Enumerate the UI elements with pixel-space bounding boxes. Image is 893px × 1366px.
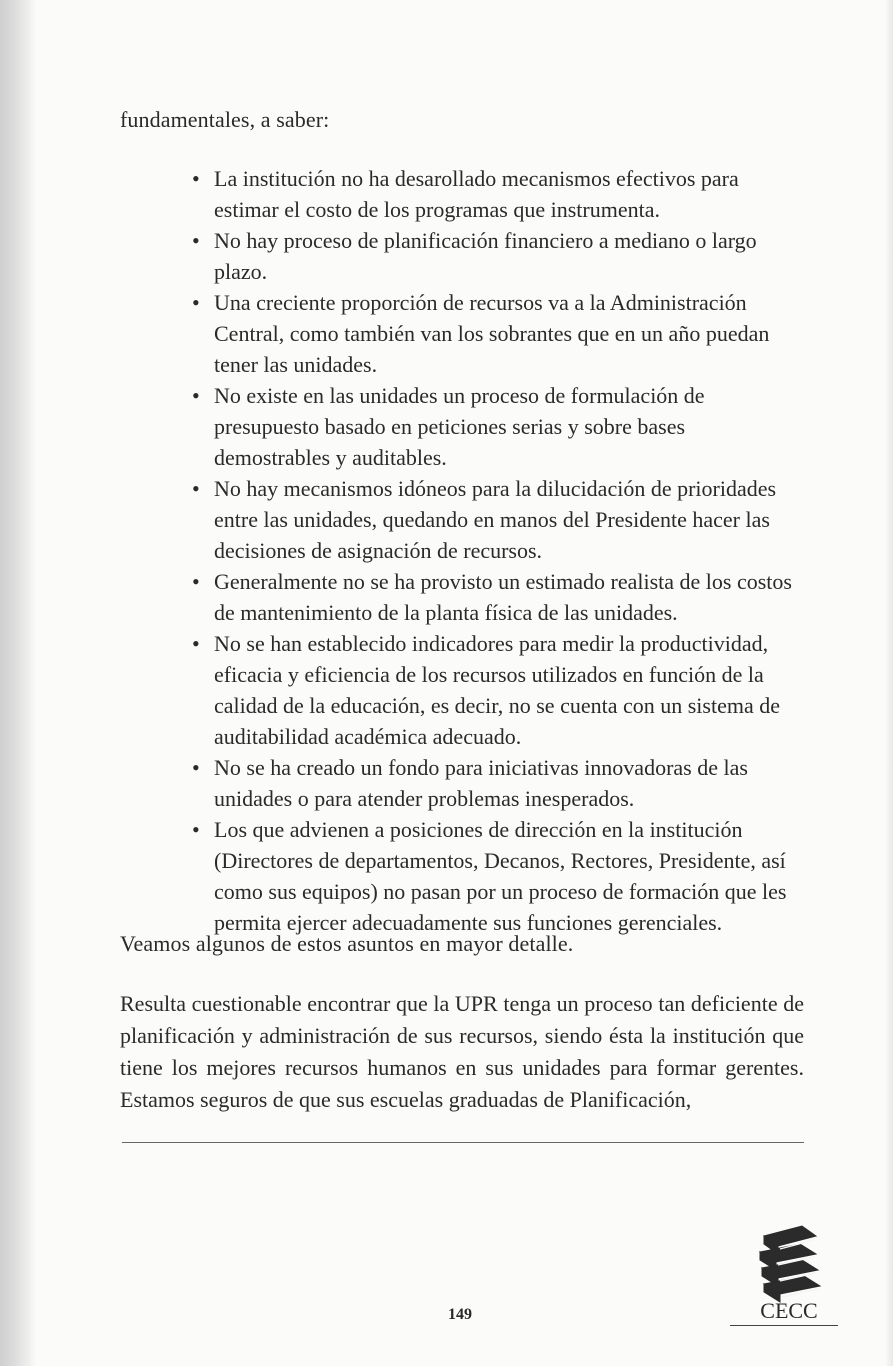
footer-rule xyxy=(122,1142,804,1143)
page-shadow-right xyxy=(885,0,893,1366)
list-item xyxy=(192,752,802,814)
list-item-text: No existe en las unidades un proceso de formulación de presupuesto basado en peticiones serias y sobre bases demostrables y auditables. xyxy=(214,383,705,470)
bullet-marker: • xyxy=(192,817,200,842)
intro-text: fundamentales, a saber: xyxy=(120,107,330,132)
list-item xyxy=(192,566,802,628)
bullet-list xyxy=(192,163,802,938)
bullet-marker: • xyxy=(192,631,200,656)
bullet-marker: • xyxy=(192,166,200,191)
list-item-text: Una creciente proporción de recursos va a la Administración Central, como también van los sobrantes que en un año puedan tener las unidades. xyxy=(214,290,770,377)
list-item xyxy=(192,473,802,566)
list-item-text: No hay mecanismos idóneos para la dilucidación de prioridades entre las unidades, quedando en manos del Presidente hacer las decisiones de asignación de recursos. xyxy=(214,476,777,563)
bullet-marker: • xyxy=(192,755,200,780)
list-item xyxy=(192,380,802,473)
list-item-text: No se ha creado un fondo para iniciativas innovadoras de las unidades o para atender problemas inesperados. xyxy=(214,755,748,811)
logo-underline xyxy=(730,1325,838,1326)
list-item-text: Generalmente no se ha provisto un estimado realista de los costos de mantenimiento de la planta física de las unidades. xyxy=(214,569,792,625)
bullet-marker: • xyxy=(192,476,200,501)
page-number: 149 xyxy=(448,1306,472,1323)
paragraph-body: Resulta cuestionable encontrar que la UPR tenga un proceso tan deficiente de planificación y administración de sus recursos, siendo ésta la institución que tiene los mejores recursos humanos en sus unidades para formar gerentes. Estamos seguros de que sus escuelas graduadas de Planificación, xyxy=(120,991,804,1112)
paragraph-summary: Veamos algunos de estos asuntos en mayor detalle. xyxy=(120,931,574,956)
list-item-text: No hay proceso de planificación financiero a mediano o largo plazo. xyxy=(214,228,757,284)
list-item-text: Los que advienen a posiciones de dirección en la institución (Directores de departamentos, Decanos, Rectores, Presidente, así como sus equipos) no pasan por un proceso de formación que les permita ejercer adecuadamente sus funciones gerenciales. xyxy=(214,817,787,935)
list-item xyxy=(192,163,802,225)
list-item xyxy=(192,814,802,938)
list-item-text: La institución no ha desarollado mecanismos efectivos para estimar el costo de los programas que instrumenta. xyxy=(214,166,739,222)
bullet-marker: • xyxy=(192,569,200,594)
logo-text: CECC xyxy=(760,1298,818,1323)
list-item-text: No se han establecido indicadores para medir la productividad, eficacia y eficiencia de los recursos utilizados en función de la calidad de la educación, es decir, no se cuenta con un sistema de auditabilidad académica adecuado. xyxy=(214,631,780,749)
bullet-marker: • xyxy=(192,290,200,315)
bullet-marker: • xyxy=(192,228,200,253)
list-item xyxy=(192,628,802,752)
page-shadow-left xyxy=(0,0,36,1366)
bullet-marker: • xyxy=(192,383,200,408)
list-item xyxy=(192,225,802,287)
list-item xyxy=(192,287,802,380)
